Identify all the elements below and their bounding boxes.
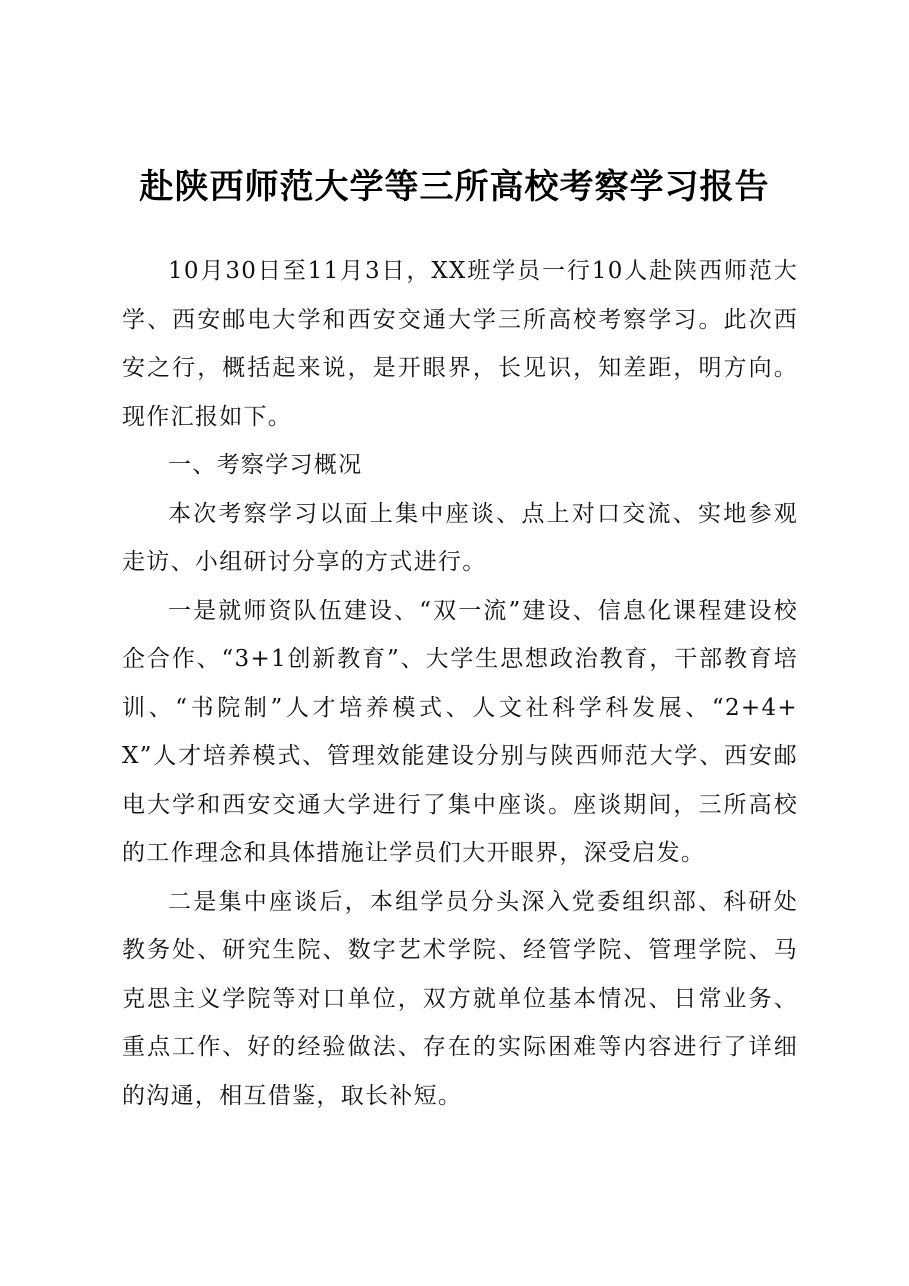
- paragraph-method: 本次考察学习以面上集中座谈、点上对口交流、实地参观走访、小组研讨分享的方式进行。: [122, 500, 798, 575]
- paragraph-point-two: 二是集中座谈后，本组学员分头深入党委组织部、科研处教务处、研究生院、数字艺术学院、经管学院、管理学院、马克思主义学院等对口单位，双方就单位基本情况、日常业务、重点工作、好的经验做法、存在的实际困难等内容进行了详细的沟通，相互借鉴，取长补短。: [122, 888, 798, 1109]
- document-title: 赴陕西师范大学等三所高校考察学习报告: [139, 167, 770, 207]
- paragraph-point-one: 一是就师资队伍建设、“双一流”建设、信息化课程建设校企合作、“3+1创新教育”、大学生思想政治教育，干部教育培训、“书院制”人才培养模式、人文社科学科发展、“2+4+X”人才培养模式、管理效能建设分别与陕西师范大学、西安邮电大学和西安交通大学进行了集中座谈。座谈期间，三所高校的工作理念和具体措施让学员们大开眼界，深受启发。: [122, 597, 798, 866]
- section-heading-overview: 一、考察学习概况: [168, 452, 363, 478]
- document-body: [122, 247, 798, 1120]
- paragraph-intro: 10月30日至11月3日，XX班学员一行10人赴陕西师范大学、西安邮电大学和西安交通大学三所高校考察学习。此次西安之行，概括起来说，是开眼界，长见识，知差距，明方向。现作汇报如下。: [122, 258, 798, 430]
